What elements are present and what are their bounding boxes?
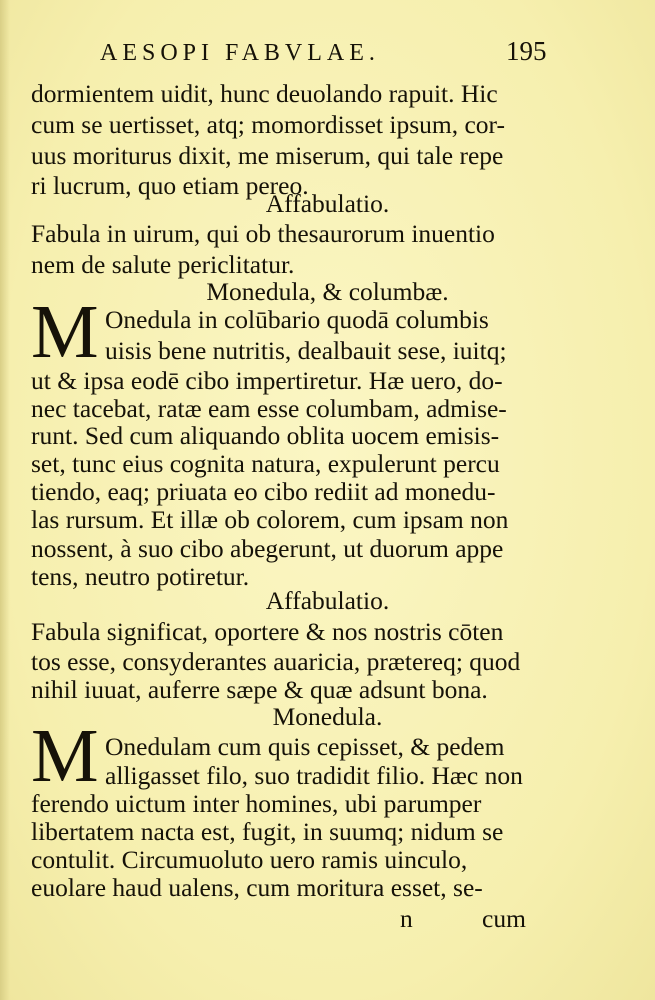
fable-title: Monedula, & columbæ. [206, 277, 449, 306]
text-line: runt. Sed cum aliquando oblita uocem emisis- [31, 421, 500, 450]
running-title: AESOPI FABVLAE. [100, 40, 380, 66]
text-line: tos esse, consyderantes auaricia, prætereq; quod [31, 647, 521, 676]
text-line: Onedulam cum quis cepisset, & pedem [105, 732, 505, 761]
text-line: libertatem nacta est, fugit, in suumq; nidum se [31, 817, 504, 846]
text-line: tiendo, eaq; priuata eo cibo rediit ad monedu- [31, 477, 496, 506]
text-line: nec tacebat, ratæ eam esse columbam, admise- [31, 394, 507, 423]
drop-cap-initial: M [31, 290, 99, 374]
drop-cap-initial: M [31, 714, 99, 798]
text-line: uus moriturus dixit, me miserum, qui tale repe [31, 141, 504, 170]
text-line: ut & ipsa eodē cibo impertiretur. Hæ uero, do- [31, 366, 503, 395]
page-number: 195 [506, 36, 547, 66]
affabulatio-heading: Affabulatio. [265, 586, 390, 615]
text-line: nossent, à suo cibo abegerunt, ut duorum appe [31, 534, 504, 563]
fable-title: Monedula. [272, 702, 383, 731]
page-gutter-shadow [0, 0, 10, 1000]
text-line: ferendo uictum inter homines, ubi parumper [31, 789, 482, 818]
text-line: cum se uertisset, atq; momordisset ipsum, cor- [31, 110, 505, 139]
text-line: Fabula in uirum, qui ob thesaurorum inuentio [31, 219, 495, 248]
text-line: nem de salute periclitatur. [31, 250, 295, 279]
text-line: uisis bene nutritis, dealbauit sese, iuitq; [105, 336, 507, 365]
affabulatio-heading: Affabulatio. [265, 189, 390, 218]
catchword: cum [482, 904, 526, 933]
text-line: Fabula significat, oportere & nos nostris cōten [31, 617, 504, 646]
text-line: contulit. Circumuoluto uero ramis uinculo, [31, 845, 468, 874]
text-line: ri lucrum, quo etiam pereo. [31, 171, 309, 200]
text-line: las rursum. Et illæ ob colorem, cum ipsam non [31, 505, 509, 534]
text-line: Onedula in colūbario quodā columbis [105, 305, 489, 334]
text-line: alligasset filo, suo tradidit filio. Hæc non [105, 761, 523, 790]
text-line: set, tunc eius cognita natura, expulerunt percu [31, 449, 500, 478]
text-line: nihil iuuat, auferre sæpe & quæ adsunt bona. [31, 675, 488, 704]
text-line: tens, neutro potiretur. [31, 562, 250, 591]
text-line: euolare haud ualens, cum moritura esset, se- [31, 873, 483, 902]
signature-mark: n [400, 904, 413, 933]
text-line: dormientem uidit, hunc deuolando rapuit. Hic [31, 79, 498, 108]
